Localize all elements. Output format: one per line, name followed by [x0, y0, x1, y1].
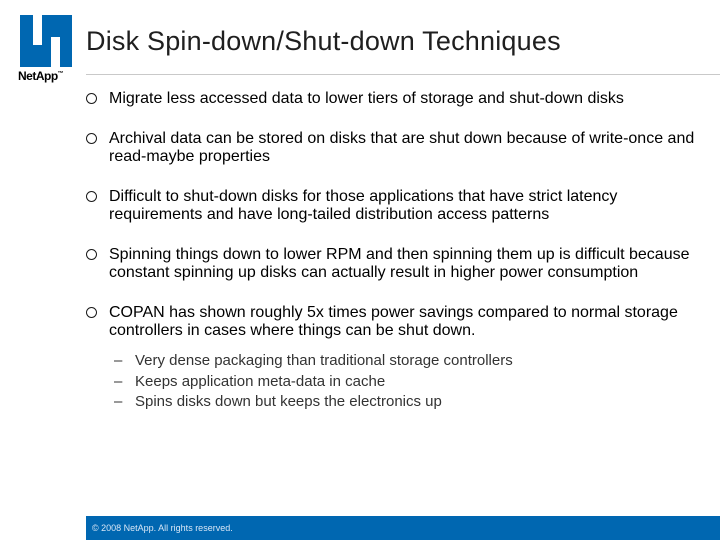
- netapp-wordmark: NetApp™: [18, 69, 64, 83]
- bullet-text: Migrate less accessed data to lower tiers of storage and shut-down disks: [109, 90, 624, 107]
- bullet-text: Archival data can be stored on disks that are shut down because of write-once and read-maybe properties: [109, 130, 695, 165]
- bullet-item: [84, 246, 704, 282]
- bullet-circle-icon: [86, 133, 97, 144]
- sub-bullet-item: [109, 351, 704, 372]
- sub-bullet-text: Spins disks down but keeps the electronics up: [135, 393, 442, 410]
- bullet-text: Spinning things down to lower RPM and then spinning them up is difficult because constant spinning up disks can actually result in higher power consumption: [109, 246, 690, 281]
- sub-bullet-item: [109, 392, 704, 413]
- dash-bullet-icon: –: [114, 352, 123, 369]
- bullet-item: [84, 304, 704, 413]
- bullet-item: [84, 130, 704, 166]
- copyright-text: © 2008 NetApp. All rights reserved.: [92, 523, 233, 533]
- bullet-circle-icon: [86, 307, 97, 318]
- netapp-logo-icon: [20, 15, 72, 67]
- footer-bar: [86, 516, 720, 540]
- sub-bullet-text: Keeps application meta-data in cache: [135, 372, 386, 390]
- sub-bullet-item: [109, 372, 704, 393]
- dash-bullet-icon: –: [114, 393, 123, 410]
- slide-title: Disk Spin-down/Shut-down Techniques: [86, 26, 561, 56]
- netapp-logo: [12, 12, 76, 83]
- bullet-circle-icon: [86, 93, 97, 104]
- bullet-text: Difficult to shut-down disks for those applications that have strict latency requirements and have long-tailed distribution access patterns: [109, 188, 618, 223]
- bullet-circle-icon: [86, 249, 97, 260]
- bullet-list: [84, 90, 704, 413]
- sub-bullet-list: [109, 351, 704, 413]
- bullet-item: [84, 188, 704, 224]
- sub-bullet-text: Very dense packaging than traditional storage controllers: [135, 352, 513, 369]
- bullet-circle-icon: [86, 191, 97, 202]
- bullet-text: COPAN has shown roughly 5x times power savings compared to normal storage controllers in cases where things can be shut down.: [109, 304, 678, 339]
- title-divider: [86, 74, 720, 75]
- bullet-item: [84, 90, 704, 108]
- dash-bullet-icon: –: [114, 372, 123, 390]
